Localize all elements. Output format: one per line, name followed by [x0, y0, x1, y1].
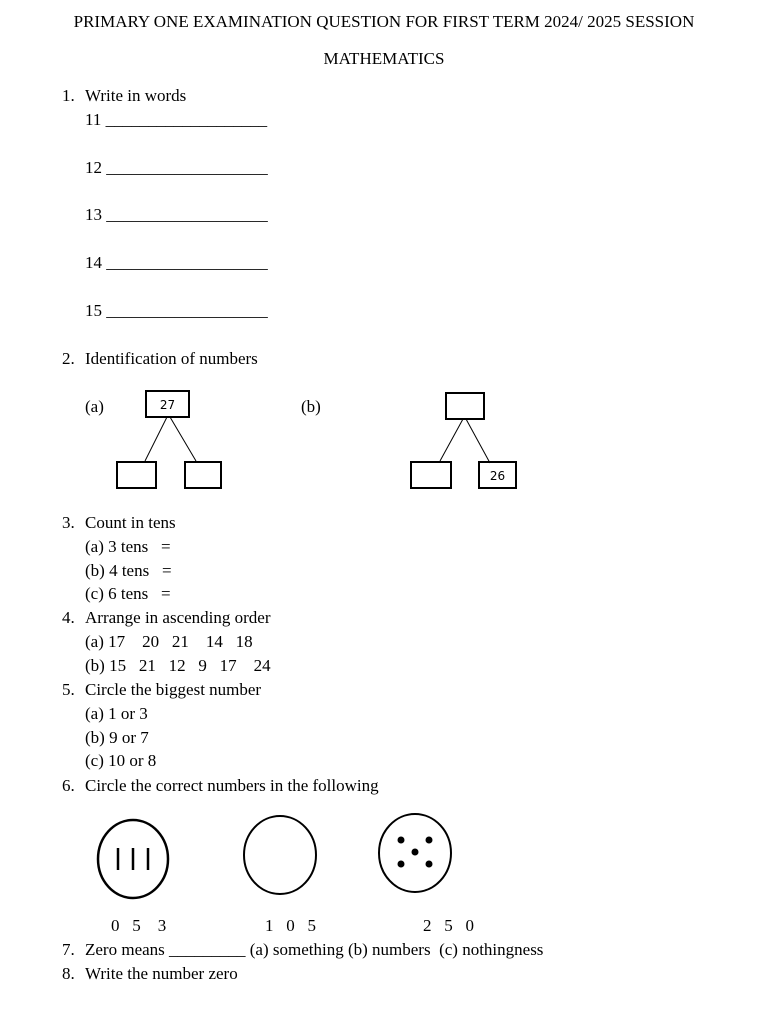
q6-circle-3	[379, 814, 451, 892]
q6-circle-1	[98, 820, 168, 898]
q2-b-right-value: 26	[489, 469, 506, 483]
q6-text: Circle the correct numbers in the following	[85, 776, 379, 795]
q1-item-11: 11 ___________________	[85, 110, 268, 129]
q1-item-14: 14 ___________________	[85, 253, 268, 272]
q2-tree-a	[117, 391, 221, 488]
q1-item-15: 15 ___________________	[85, 301, 268, 320]
q1-text: Write in words	[85, 86, 187, 105]
q3-item-c: (c) 6 tens =	[85, 584, 171, 603]
q6-options-2: 1 0 5	[265, 916, 316, 935]
q1-item-13: 13 ___________________	[85, 205, 268, 224]
dot-icon	[426, 861, 433, 868]
q2-a-label: (a)	[85, 397, 104, 416]
q2-tree-b	[411, 393, 516, 488]
q4-number: 4.	[62, 608, 75, 627]
q5-item-c: (c) 10 or 8	[85, 751, 157, 770]
q3-number: 3.	[62, 513, 75, 532]
q6-circle-2	[244, 816, 316, 894]
q4-item-a: (a) 17 20 21 14 18	[85, 632, 253, 651]
dot-icon	[412, 849, 419, 856]
q6-number: 6.	[62, 776, 75, 795]
q5-item-a: (a) 1 or 3	[85, 704, 148, 723]
subject-title: MATHEMATICS	[323, 49, 445, 68]
q8-text: Write the number zero	[85, 964, 238, 983]
q2-text: Identification of numbers	[85, 349, 258, 368]
q1-number: 1.	[62, 86, 75, 105]
q2-a-right-box	[185, 462, 221, 488]
q2-a-top-value: 27	[159, 398, 176, 412]
q2-number: 2.	[62, 349, 75, 368]
q2-b-right-branch	[466, 419, 490, 463]
q2-b-left-box	[411, 462, 451, 488]
q6-options-1: 0 5 3	[111, 916, 167, 935]
q4-item-b: (b) 15 21 12 9 17 24	[85, 656, 271, 675]
q7-text: Zero means _________ (a) something (b) numbers (c) nothingness	[85, 940, 544, 959]
q2-b-left-branch	[440, 419, 463, 461]
q8-number: 8.	[62, 964, 75, 983]
q1-item-12: 12 ___________________	[85, 158, 268, 177]
q5-item-b: (b) 9 or 7	[85, 728, 149, 747]
q4-text: Arrange in ascending order	[85, 608, 271, 627]
q2-b-label: (b)	[301, 397, 321, 416]
q3-item-a: (a) 3 tens =	[85, 537, 171, 556]
q2-b-top-box	[446, 393, 484, 419]
q2-a-right-branch	[170, 417, 196, 461]
q3-item-b: (b) 4 tens =	[85, 561, 172, 580]
q7-number: 7.	[62, 940, 75, 959]
dot-icon	[398, 861, 405, 868]
q3-text: Count in tens	[85, 513, 176, 532]
q2-a-left-box	[117, 462, 156, 488]
q6-circle-2-outline	[244, 816, 316, 894]
dot-icon	[426, 837, 433, 844]
q5-text: Circle the biggest number	[85, 680, 262, 699]
q5-number: 5.	[62, 680, 75, 699]
q6-options-3: 2 5 0	[423, 916, 474, 935]
dot-icon	[398, 837, 405, 844]
exam-title: PRIMARY ONE EXAMINATION QUESTION FOR FIRST TERM 2024/ 2025 SESSION	[73, 12, 695, 31]
q2-a-left-branch	[145, 417, 167, 461]
